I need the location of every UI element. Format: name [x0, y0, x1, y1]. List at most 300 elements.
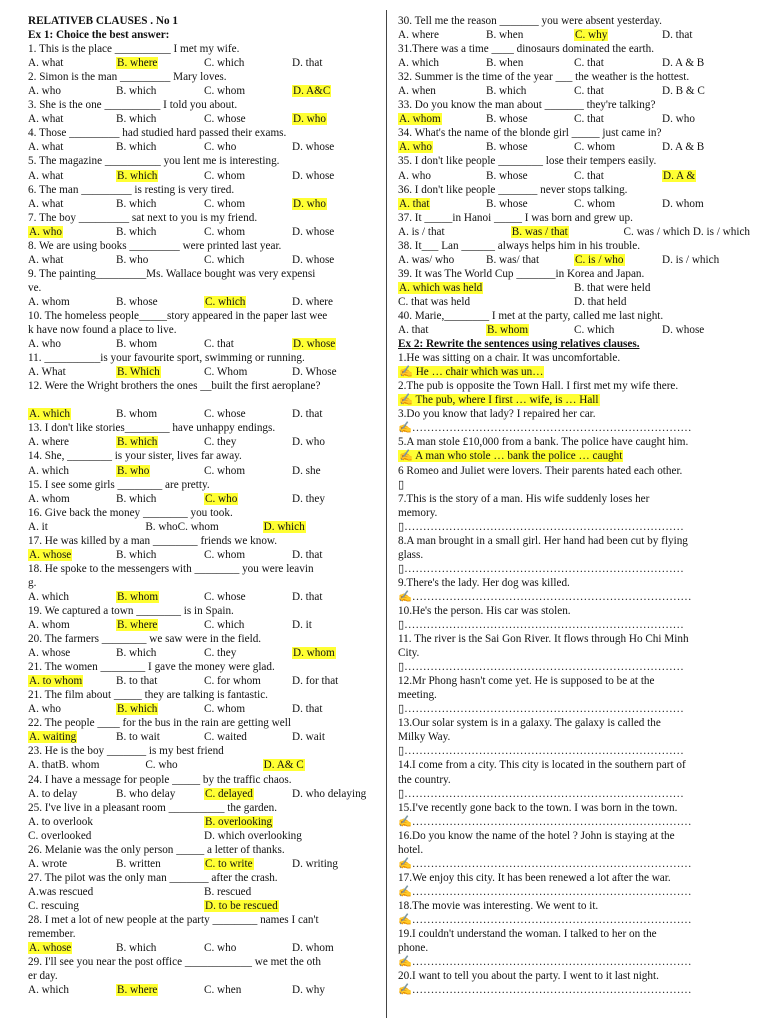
option-label: A. to overlook — [28, 815, 93, 828]
question-text: remember. — [28, 928, 76, 941]
answer-options — [28, 548, 380, 562]
option-b — [116, 590, 204, 604]
answer-options — [28, 337, 380, 351]
option-label: D. that — [292, 548, 323, 561]
exercise-heading: Ex 2: Rewrite the sentences using relatives clauses. — [398, 338, 640, 351]
text-line — [398, 239, 750, 253]
option-label: C. they — [204, 647, 237, 660]
option-b — [116, 337, 204, 351]
option-d — [292, 787, 380, 801]
text-line — [28, 154, 380, 168]
option-label: D. whom — [292, 942, 334, 955]
option-label: B. to that — [116, 675, 158, 688]
text-line — [28, 70, 380, 84]
option-d — [292, 857, 380, 871]
highlighted-answer: C. who — [205, 492, 238, 505]
option-b — [574, 295, 750, 309]
question-text: 20. The farmers ________ we saw were in the field. — [28, 633, 262, 646]
option-b — [116, 618, 204, 632]
text-line — [398, 449, 750, 463]
text-line — [398, 365, 750, 379]
option-label: C. they — [204, 436, 237, 449]
text-line — [28, 632, 380, 646]
question-text: phone. — [398, 942, 429, 955]
option-b — [204, 899, 380, 913]
option-c — [204, 646, 292, 660]
answer-options — [28, 365, 380, 379]
option-label: B. whom — [116, 408, 158, 421]
answer-options — [28, 464, 380, 478]
option-label: C. which — [204, 253, 245, 266]
option-c — [204, 253, 292, 267]
text-line — [28, 267, 380, 281]
option-a — [28, 112, 116, 126]
option-d — [292, 435, 380, 449]
option-label: B. which — [116, 113, 157, 126]
answer-options — [28, 520, 380, 534]
question-text: 7. The boy _________ sat next to you is my friend. — [28, 211, 258, 224]
option-d — [292, 983, 380, 997]
highlighted-answer: B. where — [117, 619, 158, 632]
option-c — [574, 197, 662, 211]
option-label: B. which — [116, 197, 157, 210]
option-c — [204, 112, 292, 126]
option-label: C. waited — [204, 731, 247, 744]
text-line — [28, 576, 380, 590]
option-label: D. A & B — [662, 57, 705, 70]
option-d — [662, 28, 750, 42]
option-c — [204, 618, 292, 632]
highlighted-answer: D. A& C — [263, 759, 304, 772]
question-text: 2.The pub is opposite the Town Hall. I first met my wife there. — [398, 380, 679, 393]
text-line — [398, 435, 750, 449]
text-line — [398, 660, 750, 674]
option-label: C. was / which D. is / which — [623, 225, 750, 238]
spacer — [28, 393, 380, 407]
highlighted-answer: B. overlooking — [205, 815, 273, 828]
option-label: C. whom — [204, 464, 246, 477]
answer-options — [28, 407, 380, 421]
question-text: 28. I met a lot of new people at the party ________ names I can't — [28, 914, 319, 926]
answer-options — [28, 197, 380, 211]
text-line — [398, 815, 750, 829]
worksheet-title: RELATIVEB CLAUSES . No 1 — [28, 15, 178, 27]
text-line — [398, 126, 750, 140]
answer-blank-line: ✍………………………………………………………………… — [398, 857, 692, 870]
option-d — [292, 730, 380, 744]
answer-options — [28, 56, 380, 70]
text-line — [398, 618, 750, 632]
question-text: glass. — [398, 548, 424, 561]
answer-blank-line: ✍………………………………………………………………… — [398, 956, 692, 969]
option-label: C. when — [204, 984, 242, 997]
text-line — [28, 211, 380, 225]
sample-answer: ✍ He … chair which was un… — [399, 366, 544, 379]
answer-blank-line: ▯………………………………………………………………… — [398, 661, 684, 674]
answer-blank-line: ▯………………………………………………………………… — [398, 745, 684, 758]
option-d — [292, 618, 380, 632]
option-b — [204, 829, 380, 843]
option-a — [28, 492, 116, 506]
option-label: B. which — [116, 647, 157, 660]
text-line — [398, 674, 750, 688]
option-c — [204, 407, 292, 421]
option-b — [486, 169, 574, 183]
option-label: D. who — [292, 436, 325, 449]
answer-blank-line: ▯………………………………………………………………… — [398, 562, 684, 575]
highlighted-answer: A. whom — [399, 113, 441, 126]
option-a — [28, 407, 116, 421]
highlighted-answer: A. who — [399, 141, 432, 154]
question-text: 4. Those _________ had studied hard passed their exams. — [28, 127, 287, 140]
option-label: C. whose — [204, 590, 246, 603]
option-d — [292, 941, 380, 955]
option-c — [204, 590, 292, 604]
highlighted-answer: D. which — [263, 520, 305, 533]
question-text: 10.He's the person. His car was stolen. — [398, 604, 571, 617]
option-label: A. that — [398, 324, 429, 337]
option-d — [292, 646, 380, 660]
option-a — [28, 435, 116, 449]
option-b — [116, 548, 204, 562]
text-line — [398, 407, 750, 421]
option-label: C. whom — [204, 225, 246, 238]
right-column — [398, 14, 750, 997]
text-line — [398, 843, 750, 857]
option-b — [486, 140, 574, 154]
option-c — [263, 758, 380, 772]
question-text: 13. I don't like stories________ have unhappy endings. — [28, 422, 276, 435]
option-label: C. that — [574, 85, 604, 98]
option-a — [28, 548, 116, 562]
question-text: 16.Do you know the name of the hotel ? John is staying at the — [398, 829, 675, 842]
answer-options — [28, 295, 380, 309]
option-label: A. where — [28, 436, 70, 449]
option-d — [662, 56, 750, 70]
option-d — [662, 140, 750, 154]
text-line — [398, 969, 750, 983]
text-line — [398, 632, 750, 646]
text-line — [398, 899, 750, 913]
option-c — [574, 28, 662, 42]
option-label: C. that — [204, 338, 234, 351]
text-line — [398, 393, 750, 407]
option-b — [116, 674, 204, 688]
option-b — [116, 365, 204, 379]
text-line — [28, 744, 380, 758]
option-label: B. which — [116, 492, 157, 505]
answer-options — [28, 857, 380, 871]
highlighted-answer: A. that — [399, 197, 430, 210]
question-text: 31.There was a time ____ dinosaurs dominated the earth. — [398, 43, 654, 56]
option-d — [292, 464, 380, 478]
option-label: A. whom — [28, 492, 70, 505]
text-line — [28, 323, 380, 337]
option-a — [28, 365, 116, 379]
option-a — [28, 730, 116, 744]
question-text: 14.I come from a city. This city is located in the southern part of — [398, 759, 686, 772]
option-d — [292, 84, 380, 98]
answer-options — [28, 674, 380, 688]
text-line — [398, 885, 750, 899]
question-text: memory. — [398, 506, 438, 519]
answer-options — [28, 618, 380, 632]
answer-options — [398, 253, 750, 267]
option-label: C. that — [574, 169, 604, 182]
option-d — [662, 169, 750, 183]
text-line — [28, 604, 380, 618]
option-label: B. to wait — [116, 731, 160, 744]
option-a — [28, 983, 116, 997]
answer-blank-line: ✍………………………………………………………………… — [398, 885, 692, 898]
option-label: A. what — [28, 253, 64, 266]
answer-options — [398, 295, 750, 309]
option-label: C. rescuing — [28, 899, 79, 912]
option-label: A. whom — [28, 619, 70, 632]
option-a — [28, 84, 116, 98]
option-d — [292, 365, 380, 379]
question-text: 35. I don't like people ________ lose their tempers easily. — [398, 155, 657, 168]
option-a — [398, 323, 486, 337]
option-a — [28, 197, 116, 211]
highlighted-answer: B. whom — [117, 590, 159, 603]
option-label: C. whom — [204, 703, 246, 716]
highlighted-answer: A. to whom — [29, 675, 83, 688]
option-a — [28, 253, 116, 267]
option-a — [28, 829, 204, 843]
option-label: D. that — [292, 590, 323, 603]
option-label: B. which — [116, 225, 157, 238]
question-text: hotel. — [398, 843, 424, 856]
text-line — [28, 506, 380, 520]
option-a — [28, 899, 204, 913]
option-c — [204, 295, 292, 309]
question-text: 40. Marie,________ I met at the party, called me last night. — [398, 309, 664, 322]
option-label: D. where — [292, 295, 334, 308]
option-c — [204, 56, 292, 70]
answer-options — [28, 253, 380, 267]
question-text: 5. The magazine __________ you lent me is interesting. — [28, 155, 280, 168]
option-label: C. which — [574, 324, 615, 337]
option-label: C. whom — [204, 85, 246, 98]
option-c — [204, 702, 292, 716]
option-b — [116, 787, 204, 801]
option-label: C. that — [574, 113, 604, 126]
option-b — [486, 253, 574, 267]
option-label: A. what — [28, 169, 64, 182]
answer-options — [28, 225, 380, 239]
answer-options — [398, 84, 750, 98]
question-text: 11. The river is the Sai Gon River. It flows through Ho Chi Minh — [398, 633, 689, 646]
option-a — [398, 225, 511, 239]
question-text: 23. He is the boy _______ is my best friend — [28, 745, 224, 758]
text-line — [398, 562, 750, 576]
answer-options — [398, 323, 750, 337]
option-label: A. which — [28, 590, 70, 603]
answer-options — [28, 983, 380, 997]
option-label: D. whose — [292, 169, 335, 182]
question-text: 19.I couldn't understand the woman. I talked to her on the — [398, 928, 657, 941]
text-line — [398, 702, 750, 716]
option-label: D. for that — [292, 675, 339, 688]
option-c — [204, 225, 292, 239]
option-a — [28, 590, 116, 604]
text-line — [398, 744, 750, 758]
option-c — [204, 140, 292, 154]
highlighted-answer: C. is / who — [575, 253, 624, 266]
option-a — [398, 281, 574, 295]
option-label: A. where — [398, 29, 440, 42]
option-d — [292, 169, 380, 183]
option-b — [116, 464, 204, 478]
answer-options — [28, 829, 380, 843]
option-a — [28, 885, 204, 899]
question-text: 21. The film about _____ they are talking is fantastic. — [28, 689, 268, 702]
option-a — [28, 56, 116, 70]
option-label: D. that — [662, 29, 693, 42]
option-label: C. which — [204, 57, 245, 70]
text-line — [28, 801, 380, 815]
option-a — [28, 758, 145, 772]
answer-options — [28, 730, 380, 744]
option-label: A. which — [28, 464, 70, 477]
option-c — [204, 337, 292, 351]
option-c — [204, 169, 292, 183]
option-label: A. who — [28, 85, 61, 98]
question-text: the country. — [398, 773, 451, 786]
question-text: 30. Tell me the reason _______ you were absent yesterday. — [398, 15, 662, 27]
text-line — [398, 492, 750, 506]
highlighted-answer: D. to be rescued — [205, 899, 278, 912]
option-label: D. whose — [662, 324, 705, 337]
option-a — [28, 140, 116, 154]
option-a — [398, 295, 574, 309]
option-label: B. rescued — [204, 885, 252, 898]
answer-options — [398, 140, 750, 154]
text-line — [398, 183, 750, 197]
option-label: B. that were held — [574, 281, 651, 294]
answer-options — [28, 702, 380, 716]
option-label: D. she — [292, 464, 321, 477]
text-line — [398, 421, 750, 435]
sample-answer: ✍ The pub, where I first … wife, is … Hall — [399, 394, 599, 407]
option-b — [145, 758, 262, 772]
option-a — [28, 815, 204, 829]
option-d — [662, 323, 750, 337]
option-a — [28, 295, 116, 309]
answer-options — [28, 758, 380, 772]
text-line — [28, 239, 380, 253]
answer-options — [28, 787, 380, 801]
text-line — [398, 464, 750, 478]
option-d — [292, 225, 380, 239]
question-text: 7.This is the story of a man. His wife suddenly loses her — [398, 492, 650, 505]
question-text: 27. The pilot was the only man _______ after the crash. — [28, 871, 278, 884]
answer-options — [398, 197, 750, 211]
answer-options — [398, 281, 750, 295]
text-line — [398, 730, 750, 744]
option-c — [204, 492, 292, 506]
question-text: 1. This is the place __________ I met my wife. — [28, 43, 240, 56]
question-text: 37. It _____in Hanoi _____ I was born and grew up. — [398, 211, 633, 224]
option-label: C. that — [574, 57, 604, 70]
option-a — [28, 857, 116, 871]
option-a — [28, 225, 116, 239]
option-label: A.was rescued — [28, 885, 94, 898]
text-line — [398, 913, 750, 927]
option-label: A. wrote — [28, 857, 68, 870]
answer-options — [28, 140, 380, 154]
option-label: D. that — [292, 57, 323, 70]
option-a — [28, 787, 116, 801]
text-line — [28, 183, 380, 197]
option-label: D. who — [662, 113, 695, 126]
text-line — [398, 379, 750, 393]
text-line — [398, 773, 750, 787]
option-label: A. thatB. whom — [28, 759, 100, 772]
answer-options — [28, 646, 380, 660]
answer-blank-line: ✍………………………………………………………………… — [398, 914, 692, 926]
option-label: B. which — [486, 85, 527, 98]
text-line — [28, 660, 380, 674]
answer-blank-line: ✍………………………………………………………………… — [398, 590, 692, 603]
option-label: A. which — [398, 57, 440, 70]
question-text: 8. We are using books _________ were printed last year. — [28, 239, 282, 252]
text-line — [398, 688, 750, 702]
text-line — [398, 787, 750, 801]
option-d — [292, 112, 380, 126]
text-line — [398, 927, 750, 941]
text-line — [398, 506, 750, 520]
question-text: 6. The man _________ is resting is very tired. — [28, 183, 235, 196]
highlighted-answer: C. which — [205, 295, 246, 308]
text-line — [28, 716, 380, 730]
option-c — [204, 941, 292, 955]
option-label: B. whose — [486, 197, 528, 210]
answer-options — [28, 112, 380, 126]
highlighted-answer: A. waiting — [29, 731, 77, 744]
option-c — [204, 548, 292, 562]
text-line — [398, 520, 750, 534]
text-line — [398, 716, 750, 730]
question-text: 19. We captured a town ________ is in Spain. — [28, 604, 234, 617]
option-a — [28, 337, 116, 351]
text-line — [398, 941, 750, 955]
option-label: A. to delay — [28, 787, 78, 800]
question-text: 3. She is the one __________ I told you about. — [28, 99, 238, 112]
text-line — [28, 843, 380, 857]
option-label: B. when — [486, 57, 524, 70]
option-label: D. whose — [292, 141, 335, 154]
option-a — [28, 674, 116, 688]
text-line — [398, 857, 750, 871]
option-label: A. when — [398, 85, 436, 98]
highlighted-answer: A. whose — [29, 942, 72, 955]
option-label: D. whom — [662, 197, 704, 210]
option-label: A. it — [28, 520, 48, 533]
highlighted-answer: D. who — [293, 197, 326, 210]
question-text: ve. — [28, 281, 42, 294]
question-text: 29. I'll see you near the post office ____________ we met the oth — [28, 956, 321, 969]
text-line — [398, 42, 750, 56]
question-text: 17. He was killed by a man ________ friends we know. — [28, 534, 278, 547]
text-line — [28, 478, 380, 492]
highlighted-answer: C. to write — [205, 857, 253, 870]
option-label: C. whom — [204, 197, 246, 210]
option-label: B. whose — [486, 169, 528, 182]
answer-options — [28, 492, 380, 506]
text-line — [28, 969, 380, 983]
